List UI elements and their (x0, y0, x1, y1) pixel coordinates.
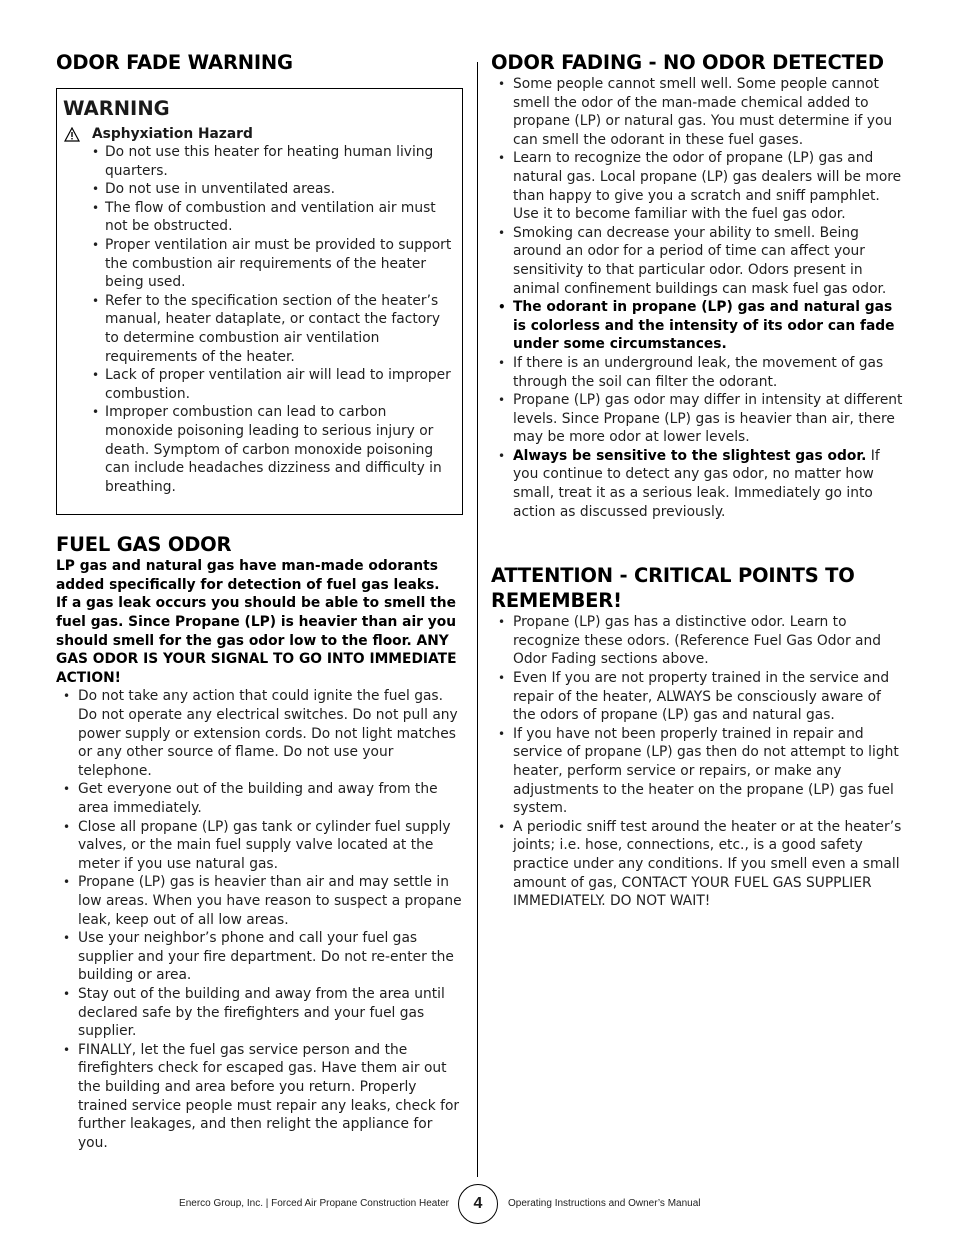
attention-heading: ATTENTION - CRITICAL POINTS TO REMEMBER! (491, 564, 855, 613)
list-item: • Do not use in unventilated areas. (63, 180, 456, 199)
list-item: • If you have not been properly trained in repair and service of propane (LP) gas then do not attempt to light heater, perform service or repairs, or make any adjustments to the heater on the propane (LP) gas fuel system. (491, 725, 903, 818)
list-item: • Close all propane (LP) gas tank or cylinder fuel supply valves, or the main fuel supply valve located at the meter if you use natural gas. (56, 818, 463, 874)
odor-fade-heading: ODOR FADE WARNING (56, 51, 293, 74)
list-item: • Propane (LP) gas odor may differ in intensity at different levels. Since Propane (LP) gas is heavier than air, there may be more odor at lower levels. (491, 391, 903, 447)
hazard-label: Asphyxiation Hazard (92, 126, 253, 142)
list-item: • Learn to recognize the odor of propane (LP) gas and natural gas. Local propane (LP) gas dealers will be more than happy to give you a scratch and sniff pamphlet. Use it to become familiar with the fuel gas odor. (491, 149, 903, 223)
fuel-gas-list (56, 687, 463, 1152)
attention-list (491, 613, 903, 911)
list-item: • Stay out of the building and away from the area until declared safe by the firefighters and your fuel gas supplier. (56, 985, 463, 1041)
list-item: • Smoking can decrease your ability to smell. Being around an odor for a period of time can affect your sensitivity to that particular odor. Odors present in animal confinement buildings can mask fuel gas odor. (491, 224, 903, 298)
hazard-line (63, 125, 456, 143)
list-item: • The flow of combustion and ventilation air must not be obstructed. (63, 199, 456, 236)
warning-box (56, 88, 463, 515)
list-item: • Proper ventilation air must be provided to support the combustion air requirements of the heater being used. (63, 236, 456, 292)
list-item: • Even If you are not property trained in the service and repair of the heater, ALWAYS be consciously aware of the odors of propane (LP) gas and natural gas. (491, 669, 903, 725)
list-item: • Improper combustion can lead to carbon monoxide poisoning leading to serious injury or death. Symptom of carbon monoxide poisoning can include headaches dizziness and difficulty in breathing. (63, 403, 456, 496)
odor-fading-heading: ODOR FADING - NO ODOR DETECTED (491, 51, 884, 74)
warning-triangle-icon (64, 127, 80, 142)
right-column (491, 50, 903, 911)
list-item: • Propane (LP) gas has a distinctive odor. Learn to recognize these odors. (Reference Fuel Gas Odor and Odor Fading sections above. (491, 613, 903, 669)
list-item: • Get everyone out of the building and away from the area immediately. (56, 780, 463, 817)
sensitive-bold: Always be sensitive to the slightest gas odor. (513, 447, 867, 464)
list-item: • Do not use this heater for heating human living quarters. (63, 143, 456, 180)
column-divider (477, 62, 478, 1177)
list-item: • Propane (LP) gas is heavier than air and may settle in low areas. When you have reason to suspect a propane leak, keep out of all low areas. (56, 873, 463, 929)
fuel-gas-intro-2: If a gas leak occurs you should be able to smell the fuel gas. Since Propane (LP) is heavier than air you should smell for the gas odor low to the floor. ANY GAS ODOR IS YOUR SIGNAL TO GO INTO IMMEDIATE ACTION! (56, 595, 457, 686)
odor-fading-list (491, 75, 903, 521)
sensitive-rest: If you continue to detect any gas odor, no matter how small, treat it as a serious leak. Immediately go into action as discussed previously. (513, 447, 880, 520)
list-item: • Some people cannot smell well. Some people cannot smell the odor of the man-made chemical added to propane (LP) or natural gas. You must determine if you can smell the odorant in these fuel gases. (491, 75, 903, 149)
warning-list (63, 143, 456, 496)
list-item: • FINALLY, let the fuel gas service person and the firefighters check for escaped gas. Have them air out the building and area before you return. Properly trained service people must repair any leaks, check for further leakages, and then relight the appliance for you. (56, 1041, 463, 1153)
list-item: • If there is an underground leak, the movement of gas through the soil can filter the odorant. (491, 354, 903, 391)
fuel-gas-heading: FUEL GAS ODOR (56, 533, 232, 557)
page-number: 4 (458, 1184, 498, 1224)
list-item (491, 447, 903, 521)
warning-title: WARNING (63, 97, 170, 120)
list-item: • Lack of proper ventilation air will lead to improper combustion. (63, 366, 456, 403)
list-item: • Do not take any action that could ignite the fuel gas. Do not operate any electrical switches. Do not pull any power supply or extension cords. Do not light matches or any other source of flame. Do not use your telephone. (56, 687, 463, 780)
fuel-gas-intro-1: LP gas and natural gas have man-made odorants added specifically for detection of fuel gas leaks. (56, 558, 440, 593)
footer-manual-title: Operating Instructions and Owner’s Manual (508, 1198, 701, 1209)
list-item: • Refer to the specification section of the heater’s manual, heater dataplate, or contact the factory to determine combustion air ventilation requirements of the heater. (63, 292, 456, 366)
list-item: • Use your neighbor’s phone and call your fuel gas supplier and your fire department. Do not re-enter the building or area. (56, 929, 463, 985)
footer-company: Enerco Group, Inc. | Forced Air Propane Construction Heater (179, 1198, 449, 1209)
left-column (56, 50, 463, 1152)
list-item: • A periodic sniff test around the heater or at the heater’s joints; i.e. hose, connections, etc., is a good safety practice under any conditions. If you smell even a small amount of gas, CONTACT YOUR FUEL GAS SUPPLIER IMMEDIATELY. DO NOT WAIT! (491, 818, 903, 911)
list-item-bold: • The odorant in propane (LP) gas and natural gas is colorless and the intensity of its odor can fade under some circumstances. (491, 298, 903, 354)
